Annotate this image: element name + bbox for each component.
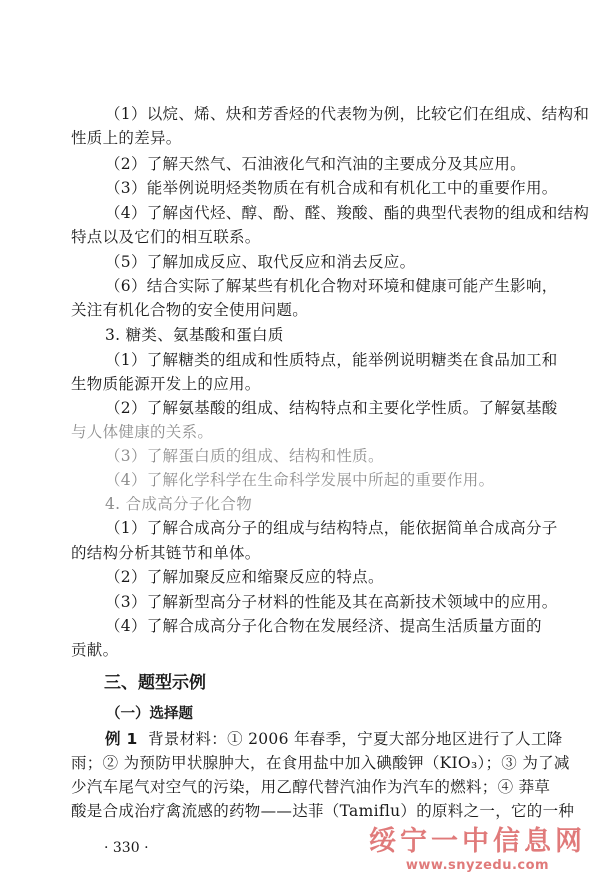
text-line: （2）了解加聚反应和缩聚反应的特点。	[105, 568, 384, 586]
example-text: 背景材料：① 2006 年春季，宁夏大部分地区进行了人工降	[148, 730, 563, 748]
example-text-line: 雨；② 为预防甲状腺肿大，在食用盐中加入碘酸钾（KIO₃）；③ 为了减	[71, 754, 570, 772]
topic-heading: 3. 糖类、氨基酸和蛋白质	[105, 326, 284, 344]
watermark-title: 绥宁一中信息网	[369, 826, 586, 857]
topic-heading: 4. 合成高分子化合物	[105, 495, 253, 513]
text-line: （3）能举例说明烃类物质在有机合成和有机化工中的重要作用。	[105, 179, 558, 197]
site-watermark	[369, 826, 586, 874]
text-line: （3）了解蛋白质的组成、结构和性质。	[105, 447, 384, 465]
text-line: （3）了解新型高分子材料的性能及其在高新技术领域中的应用。	[105, 593, 558, 611]
text-line: （4）了解化学科学在生命科学发展中所起的重要作用。	[105, 471, 495, 489]
section-heading: 三、题型示例	[104, 673, 206, 693]
text-line: 贡献。	[71, 641, 119, 659]
text-line: （2）了解氨基酸的组成、结构特点和主要化学性质。了解氨基酸	[105, 399, 558, 417]
example-text-line: 酸是合成治疗禽流感的药物——达菲（Tamiflu）的原料之一，它的一种	[71, 802, 575, 820]
sub-heading: （一）选择题	[106, 706, 193, 722]
example-first-line	[105, 729, 600, 749]
text-line: 性质上的差异。	[71, 129, 182, 147]
text-line: 特点以及它们的相互联系。	[71, 228, 261, 246]
text-line: 生物质能源开发上的应用。	[71, 375, 261, 393]
text-line: 与人体健康的关系。	[71, 423, 214, 441]
example-label: 例 1	[105, 730, 138, 748]
example-text-line: 少汽车尾气对空气的污染，用乙醇代替汽油作为汽车的燃料；④ 莽草	[71, 778, 551, 796]
page-number: · 330 ·	[104, 840, 149, 856]
text-line: （1）了解合成高分子的组成与结构特点，能依据简单合成高分子	[105, 519, 558, 537]
text-line: （2）了解天然气、石油液化气和汽油的主要成分及其应用。	[105, 155, 526, 173]
text-line: （6）结合实际了解某些有机化合物对环境和健康可能产生影响，	[105, 277, 558, 295]
text-line: 的结构分析其链节和单体。	[71, 544, 261, 562]
text-line: （4）了解卤代烃、醇、酚、醛、羧酸、酯的典型代表物的组成和结构	[105, 204, 590, 222]
text-line: （1）了解糖类的组成和性质特点，能举例说明糖类在食品加工和	[105, 351, 558, 369]
text-line: （1）以烷、烯、炔和芳香烃的代表物为例，比较它们在组成、结构和	[105, 105, 590, 123]
text-line: （4）了解合成高分子化合物在发展经济、提高生活质量方面的	[105, 617, 542, 635]
text-line: （5）了解加成反应、取代反应和消去反应。	[105, 253, 416, 271]
watermark-url: www.snyzedu.com	[405, 858, 550, 873]
text-line: 关注有机化合物的安全使用问题。	[71, 301, 309, 319]
